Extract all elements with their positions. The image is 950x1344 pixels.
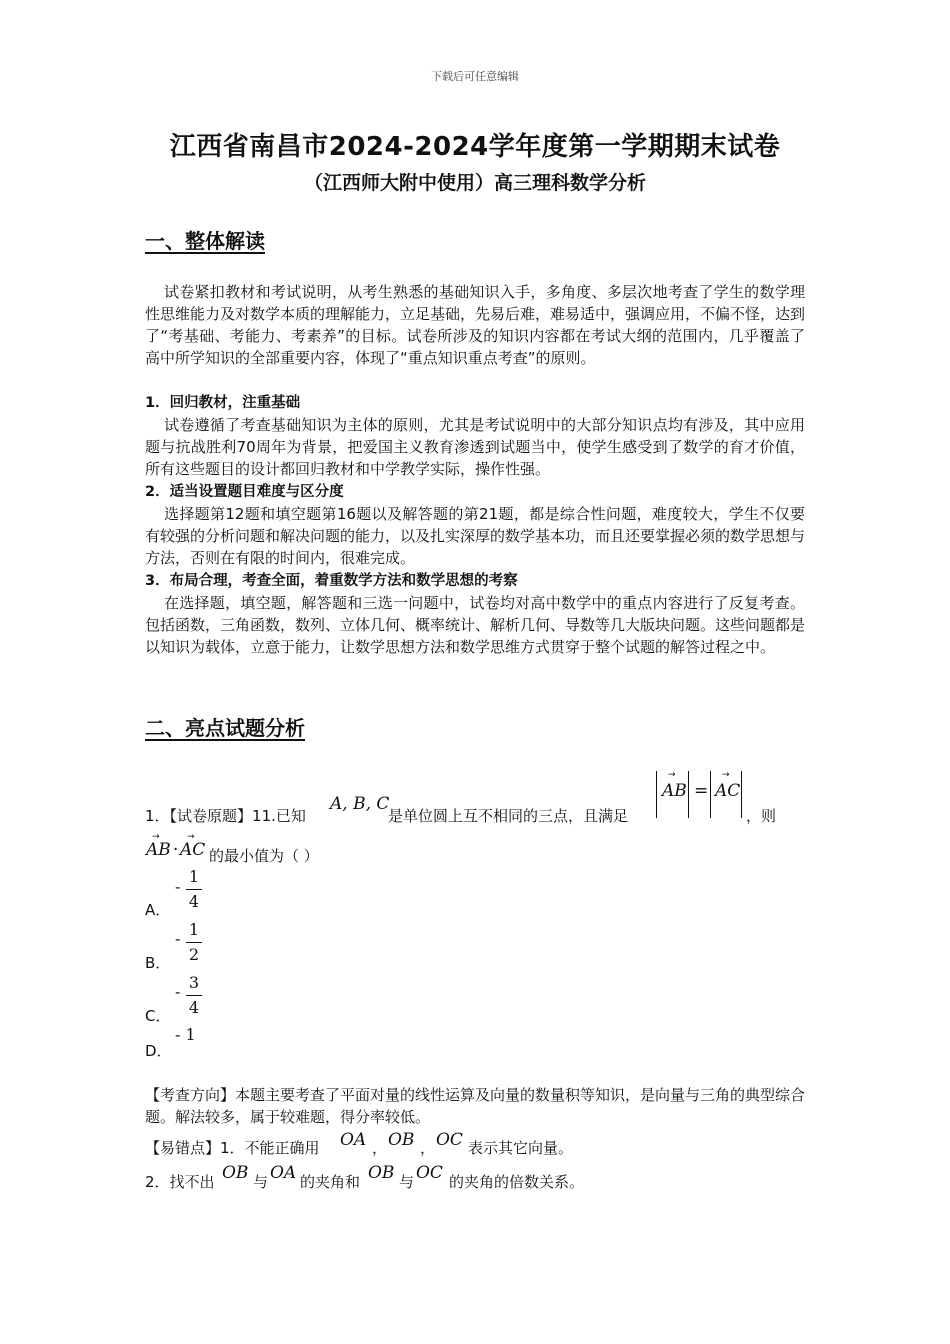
point2-title: 2．适当设置题目难度与区分度: [145, 484, 344, 500]
section-heading-overall: 一、整体解读: [145, 229, 265, 253]
error-point2-tail: 的夹角的倍数关系。: [449, 1173, 585, 1191]
document-title: 江西省南昌市2024-2024学年度第一学期期末试卷: [169, 132, 781, 162]
section-heading-highlights: 二、亮点试题分析: [145, 716, 305, 740]
point3-text: 在选择题，填空题，解答题和三选一问题中，试卷均对高中数学中的重点内容进行了反复考查。包括函数，三角函数，数列、立体几何、概率统计、解析几何、导数等几大版块问题。这些问题都是以知识为载体，立意于能力，让数学思想方法和数学思维方式贯穿于整个试题的解答过程之中。: [145, 594, 806, 656]
abs-left-vector: AB: [662, 781, 687, 801]
dot-operator: ·: [173, 840, 179, 860]
point1-text: 试卷遵循了考查基础知识为主体的原则，尤其是考试说明中的大部分知识点均有涉及，其中应用题与抗战胜利70周年为背景，把爱国主义教育渗透到试题当中，使学生感受到了数学的育才价值，所有这些题目的设计都回归教材和中学教学实际，操作性强。: [145, 416, 805, 478]
error-point2-prefix: 2．找不出: [145, 1173, 215, 1191]
error-point-prefix: 【易错点】1．不能正确用: [145, 1139, 320, 1157]
point1-title: 1．回归教材，注重基础: [145, 395, 301, 411]
question-points: A, B, C: [330, 794, 390, 814]
question-mid: 是单位圆上互不相同的三点，且满足: [388, 807, 629, 825]
dot-vector-a: AB: [146, 840, 171, 860]
dot-vector-b: AC: [180, 840, 206, 860]
header-note: 下载后可任意编辑: [431, 70, 519, 83]
error-point-suffix: 表示其它向量。: [468, 1139, 574, 1157]
question-prefix: 1．【试卷原题】11.已知: [145, 807, 306, 825]
vector-oc: OC: [436, 1130, 463, 1150]
vector-oa: OA: [340, 1130, 367, 1150]
point2-text: 选择题第12题和填空题第16题以及解答题的第21题，都是综合性问题，难度较大，学生不仅要有较强的分析问题和解决问题的能力，以及扎实深厚的数学基本功，而且还要掌握必须的数学思想与方法，否则在有限的时间内，很难完成。: [145, 505, 806, 567]
exam-direction: 【考查方向】本题主要考查了平面对量的线性运算及向量的数量积等知识，是向量与三角的典型综合题。解法较多，属于较难题，得分率较低。: [145, 1086, 806, 1126]
question-tail: 的最小值为（ ）: [209, 847, 319, 865]
point3-title: 3．布局合理，考查全面，着重数学方法和数学思想的考察: [145, 573, 518, 589]
abs-right-vector: AC: [715, 781, 741, 801]
equals-sign: =: [694, 781, 709, 801]
question-suffix: ，则: [746, 807, 777, 825]
document-subtitle: （江西师大附中使用）高三理科数学分析: [303, 172, 646, 194]
document-page: 下载后可任意编辑 江西省南昌市2024-2024学年度第一学期期末试卷 （江西师大附中使用）高三理科数学分析 一、整体解读 试卷紧扣教材和考试说明，从考生熟悉的基础知识入手，多角度、多层次地考查了学生的数学理性思维能力及对数学本质的理解能力，立足基础，先易后难，难易适中，强调应用，不偏不怪，达到了“考基础、考能力、考素养”的目标。试卷所涉及的知识内容都在考试大纲的范围内，几乎覆盖了高中所学知识的全部重要内容，体现了“重点知识重点考查”的原则。 1．回归教材，注重基础 试卷遵循了考查基础知识为主体的原则，尤其是考试说明中的大部分知识点均有涉及，其中应用题与抗战胜利70周年为背景，把爱国主义教育渗透到试题当中，使学生感受到了数学的育才价值，所有这些题目的设计都回归教材和中学教学实际，操作性强。 2．适当设置题目难度与区分度 选择题第12题和填空题第16题以及解答题的第21题，都是综合性问题，难度较大，学生不仅要有较强的分析问题和解决问题的能力，以及扎实深厚的数学基本功，而且还要掌握必须的数学思想与方法，否则在有限的时间内，很难完成。 3．布局合理，考查全面，着重数学方法和数学思想的考察 在选择题，填空题，解答题和三选一问题中，试卷均对高中数学中的重点内容进行了反复考查。包括函数，三角函数，数列、立体几何、概率统计、解析几何、导数等几大版块问题。这些问题都是以知识为载体，立意于能力，让数学思想方法和数学思维方式贯穿于整个试题的解答过程之中。 二、亮点试题分析 1．【试卷原题】11.已知 A, B, C 是单位圆上互不相同的三点，且满足 → AB = → AC ，则 → AB · → AC 的最小值为（ ） A． - 1 4 B． - 1 2 C． - 3 4 D． - 1 【考查方向】本题主要考查了平面对量的线性运算及向量的数量积等知识，是向量与三角的典型综合题。解法较多，属于较难题，得分率较低。 【易错点】1．不能正确用 OA ， OB ， OC 表示其它向量。 2．找不出 OB 与 OA 的夹角和 OB 与 OC 的夹角的倍数关系。: [0, 0, 950, 1344]
intro-paragraph: 试卷紧扣教材和考试说明，从考生熟悉的基础知识入手，多角度、多层次地考查了学生的数学理性思维能力及对数学本质的理解能力，立足基础，先易后难，难易适中，强调应用，不偏不怪，达到了“考基础、考能力、考素养”的目标。试卷所涉及的知识内容都在考试大纲的范围内，几乎覆盖了高中所学知识的全部重要内容，体现了“重点知识重点考查”的原则。: [145, 283, 806, 367]
vector-ob: OB: [388, 1130, 415, 1150]
